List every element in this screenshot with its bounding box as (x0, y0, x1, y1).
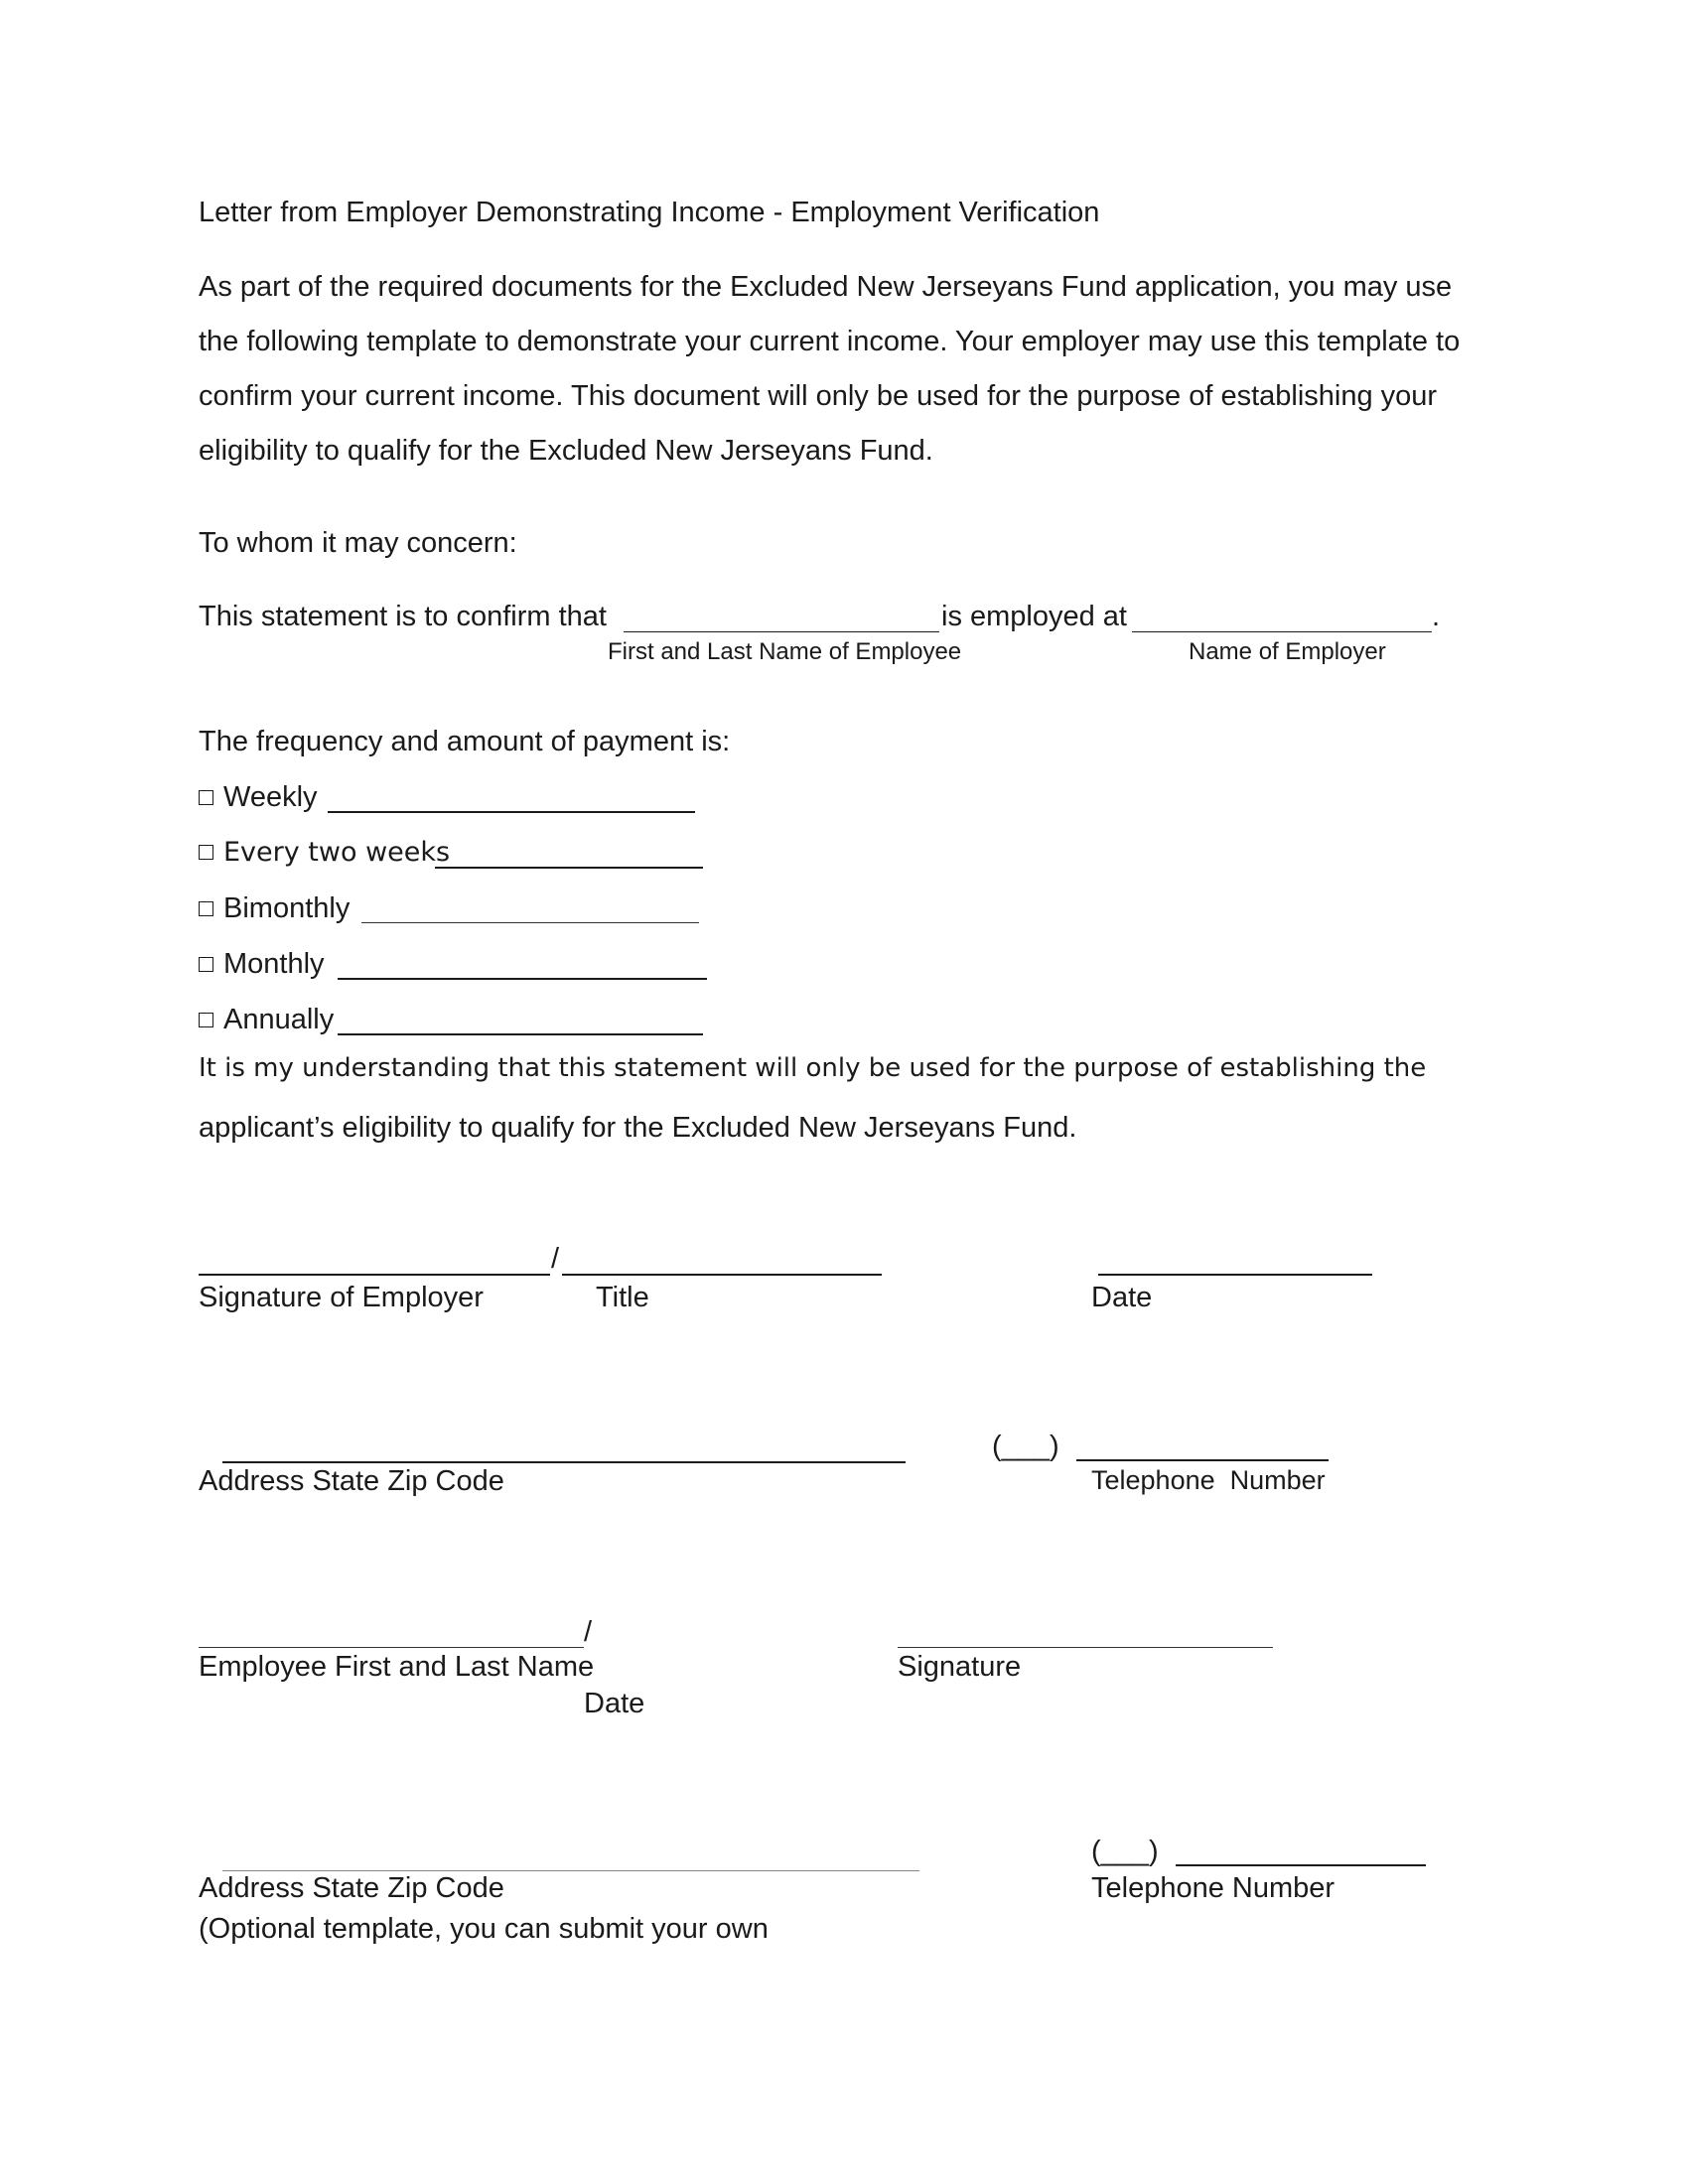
checkbox-icon[interactable] (199, 790, 213, 805)
confirm-suffix: . (1432, 601, 1441, 632)
employee-signature-label: Signature (898, 1651, 1022, 1683)
salutation: To whom it may concern: (199, 527, 517, 559)
option-label: Weekly (223, 781, 318, 813)
employer-phone-label: Telephone Number (1091, 1465, 1326, 1495)
employee-slash: / (584, 1616, 593, 1648)
employee-phone-label: Telephone Number (1091, 1872, 1336, 1904)
employer-address-label: Address State Zip Code (199, 1465, 504, 1497)
employer-phone-area-code[interactable]: (___) (992, 1431, 1059, 1462)
intro-paragraph (199, 260, 1509, 478)
option-label: Annually (223, 1004, 335, 1035)
employer-signature-field[interactable] (199, 1274, 550, 1276)
employer-address-field[interactable] (222, 1461, 906, 1463)
checkbox-icon[interactable] (199, 957, 213, 972)
intro-line: eligibility to qualify for the Excluded New Jerseyans Fund. (199, 435, 933, 467)
employee-phone-area-code[interactable]: (___) (1091, 1836, 1159, 1867)
every-two-weeks-amount-field[interactable] (435, 867, 703, 869)
understanding-line-1: It is my understanding that this statement will only be used for the purpose of establishing the (199, 1053, 1427, 1083)
frequency-option-weekly (199, 783, 318, 812)
employee-signature-field[interactable] (898, 1647, 1273, 1648)
employee-phone-field[interactable] (1176, 1864, 1426, 1866)
signature-slash: / (551, 1243, 560, 1275)
employee-name-label: First and Last Name of Employee (608, 638, 962, 665)
checkbox-icon[interactable] (199, 845, 213, 860)
employer-phone-field[interactable] (1076, 1459, 1329, 1461)
frequency-option-annually (199, 1006, 334, 1034)
employer-signature-label: Signature of Employer (199, 1282, 484, 1313)
employee-name-label: Employee First and Last Name (199, 1651, 595, 1683)
footer-note (199, 1912, 769, 1952)
employee-name-field[interactable] (199, 1647, 584, 1648)
frequency-heading: The frequency and amount of payment is: (199, 726, 731, 757)
frequency-option-monthly (199, 950, 325, 979)
monthly-amount-field[interactable] (338, 978, 707, 980)
employee-date-label: Date (584, 1688, 645, 1719)
option-label: Bimonthly (223, 892, 351, 924)
employer-name-field[interactable] (1132, 631, 1432, 632)
annually-amount-field[interactable] (338, 1033, 703, 1035)
weekly-amount-field[interactable] (328, 811, 695, 813)
footer-note-text: (Optional template, you can submit your own (199, 1913, 769, 1945)
checkbox-icon[interactable] (199, 901, 213, 916)
bimonthly-amount-field[interactable] (361, 922, 699, 923)
option-label: Every two weeks (223, 837, 451, 868)
employer-name-label: Name of Employer (1189, 638, 1386, 665)
intro-line: As part of the required documents for the Excluded New Jerseyans Fund application, you may use (199, 271, 1453, 303)
employee-address-label: Address State Zip Code (199, 1872, 504, 1904)
employer-title-label: Title (596, 1282, 649, 1313)
intro-line: the following template to demonstrate your current income. Your employer may use this template to (199, 326, 1461, 357)
employer-title-field[interactable] (562, 1274, 882, 1276)
frequency-option-bimonthly (199, 894, 350, 923)
employee-address-field[interactable] (222, 1870, 919, 1871)
employer-date-label: Date (1091, 1282, 1153, 1313)
document-title: Letter from Employer Demonstrating Income - Employment Verification (199, 197, 1100, 228)
intro-line: confirm your current income. This document will only be used for the purpose of establishing your (199, 380, 1438, 412)
employer-date-field[interactable] (1098, 1274, 1372, 1276)
frequency-option-every-two-weeks (199, 839, 450, 866)
confirm-prefix: This statement is to confirm that (199, 601, 607, 632)
employee-name-field[interactable] (624, 631, 939, 632)
understanding-line-2: applicant’s eligibility to qualify for the Excluded New Jerseyans Fund. (199, 1112, 1077, 1144)
option-label: Monthly (223, 948, 325, 980)
checkbox-icon[interactable] (199, 1013, 213, 1027)
confirm-middle: is employed at (941, 601, 1127, 632)
